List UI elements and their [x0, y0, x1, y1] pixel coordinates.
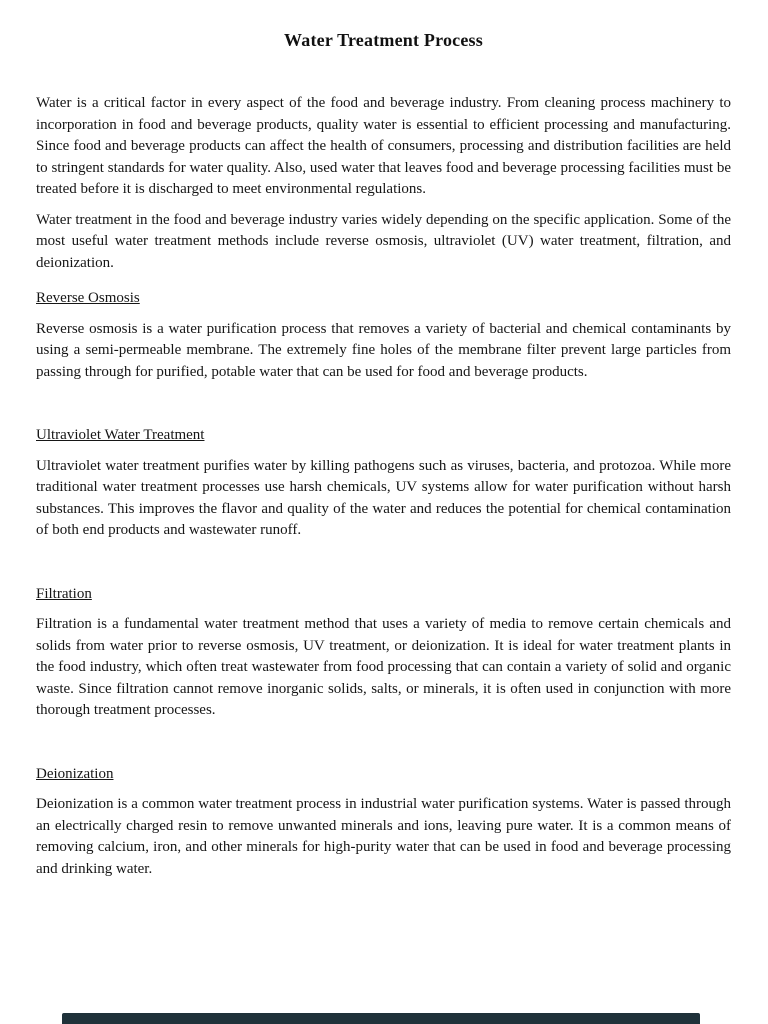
intro-paragraph-1: Water is a critical factor in every aspect of the food and beverage industry. From cleaning process machinery to incorporation in food and beverage products, quality water is essential to efficient processing and manufacturing. Since food and beverage products can affect the health of consumers, processing and distribution facilities are held to stringent standards for water quality. Also, used water that leaves food and beverage processing facilities must be treated before it is discharged to meet environmental regulations.: [36, 95, 731, 197]
section-ultraviolet: [36, 425, 731, 542]
section-reverse-osmosis: [36, 288, 731, 383]
section-body-filtration: Filtration is a fundamental water treatment method that uses a variety of media to remove certain chemicals and solids from water prior to reverse osmosis, UV treatment, or deionization. It is ideal for water treatment plants in the food industry, which often treat wastewater from food processing that can contain a variety of solid and organic waste. Since filtration cannot remove inorganic solids, salts, or minerals, it is often used in conjunction with more thorough treatment processes.: [36, 616, 731, 718]
section-deionization: [36, 764, 731, 881]
section-heading-ultraviolet: Ultraviolet Water Treatment: [36, 427, 205, 443]
intro-paragraph-2: Water treatment in the food and beverage industry varies widely depending on the specific application. Some of the most useful water treatment methods include reverse osmosis, ultraviolet (UV) water treatment, filtration, and deionization.: [36, 211, 731, 271]
section-body-ultraviolet: Ultraviolet water treatment purifies water by killing pathogens such as viruses, bacteria, and protozoa. While more traditional water treatment processes use harsh chemicals, UV systems allow for water purification without harsh substances. This improves the flavor and quality of the water and reduces the potential for chemical contamination of both end products and wastewater runoff.: [36, 457, 731, 538]
bottom-toolbar-bar: [62, 1013, 700, 1024]
section-heading-reverse-osmosis: Reverse Osmosis: [36, 290, 140, 306]
section-body-deionization: Deionization is a common water treatment process in industrial water purification systems. Water is passed through an electrically charged resin to remove unwanted minerals and ions, leaving pure water. It is a common means of removing calcium, iron, and other minerals for high-purity water that can be used in food and beverage processing and drinking water.: [36, 796, 731, 877]
section-heading-filtration: Filtration: [36, 585, 92, 602]
section-body-reverse-osmosis: Reverse osmosis is a water purification process that removes a variety of bacterial and chemical contaminants by using a semi-permeable membrane. The extremely fine holes of the membrane filter prevent large particles from passing through for purified, potable water that can be used for food and beverage products.: [36, 320, 731, 380]
section-heading-deionization: Deionization: [36, 765, 114, 782]
section-filtration: [36, 584, 731, 722]
document-title: Water Treatment Process: [284, 30, 483, 50]
